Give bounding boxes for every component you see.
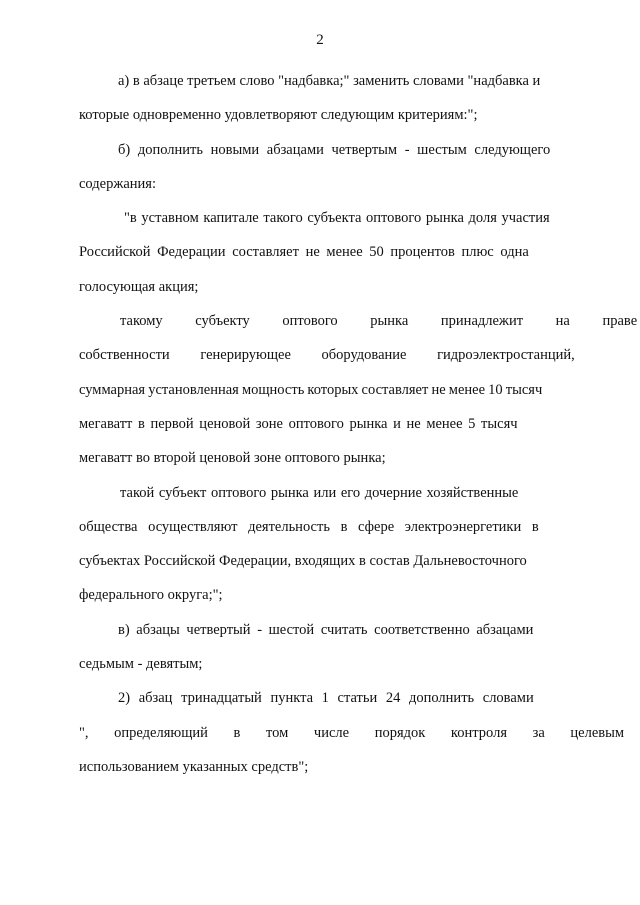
paragraph-quote-3 bbox=[79, 476, 561, 613]
text-line: общества осуществляют деятельность в сфере электроэнергетики в bbox=[79, 518, 539, 535]
paragraph-a bbox=[79, 64, 561, 133]
paragraph-2 bbox=[79, 681, 625, 784]
text-line: "в уставном капитале такого субъекта оптового рынка доля участия bbox=[124, 210, 550, 227]
text-line: такому субъекту оптового рынка принадлежит на праве bbox=[120, 313, 638, 330]
text-line: использованием указанных средств"; bbox=[79, 758, 309, 775]
text-line: которые одновременно удовлетворяют следующим критериям:"; bbox=[79, 107, 478, 124]
text-line: мегаватт во второй ценовой зоне оптового рынка; bbox=[79, 450, 386, 467]
text-line: в) абзацы четвертый - шестой считать соответственно абзацами bbox=[118, 621, 534, 638]
paragraph-v bbox=[79, 613, 561, 682]
text-line: такой субъект оптового рынка или его дочерние хозяйственные bbox=[120, 484, 519, 501]
text-line: субъектах Российской Федерации, входящих в состав Дальневосточного bbox=[79, 553, 527, 570]
paragraph-b bbox=[79, 133, 561, 202]
text-line: содержания: bbox=[79, 175, 157, 192]
text-line: федерального округа;"; bbox=[79, 587, 223, 604]
page-number: 2 bbox=[316, 32, 324, 48]
text-line: седьмым - девятым; bbox=[79, 656, 203, 673]
text-line: а) в абзаце третьем слово "надбавка;" заменить словами "надбавка и bbox=[118, 73, 541, 89]
text-line: суммарная установленная мощность которых составляет не менее 10 тысяч bbox=[79, 381, 543, 398]
text-line: б) дополнить новыми абзацами четвертым - шестым следующего bbox=[118, 141, 551, 158]
paragraph-quote-1 bbox=[79, 201, 561, 304]
text-line: 2) абзац тринадцатый пункта 1 статьи 24 дополнить словами bbox=[118, 690, 534, 707]
text-line: Российской Федерации составляет не менее 50 процентов плюс одна bbox=[79, 244, 529, 261]
text-line: ", определяющий в том числе порядок контроля за целевым bbox=[79, 724, 625, 741]
text-line: мегаватт в первой ценовой зоне оптового рынка и не менее 5 тысяч bbox=[79, 415, 518, 432]
paragraph-quote-2 bbox=[79, 304, 638, 475]
text-line: голосующая акция; bbox=[79, 278, 199, 295]
text-line: собственности генерирующее оборудование гидроэлектростанций, bbox=[79, 347, 575, 364]
document-body bbox=[79, 64, 638, 784]
